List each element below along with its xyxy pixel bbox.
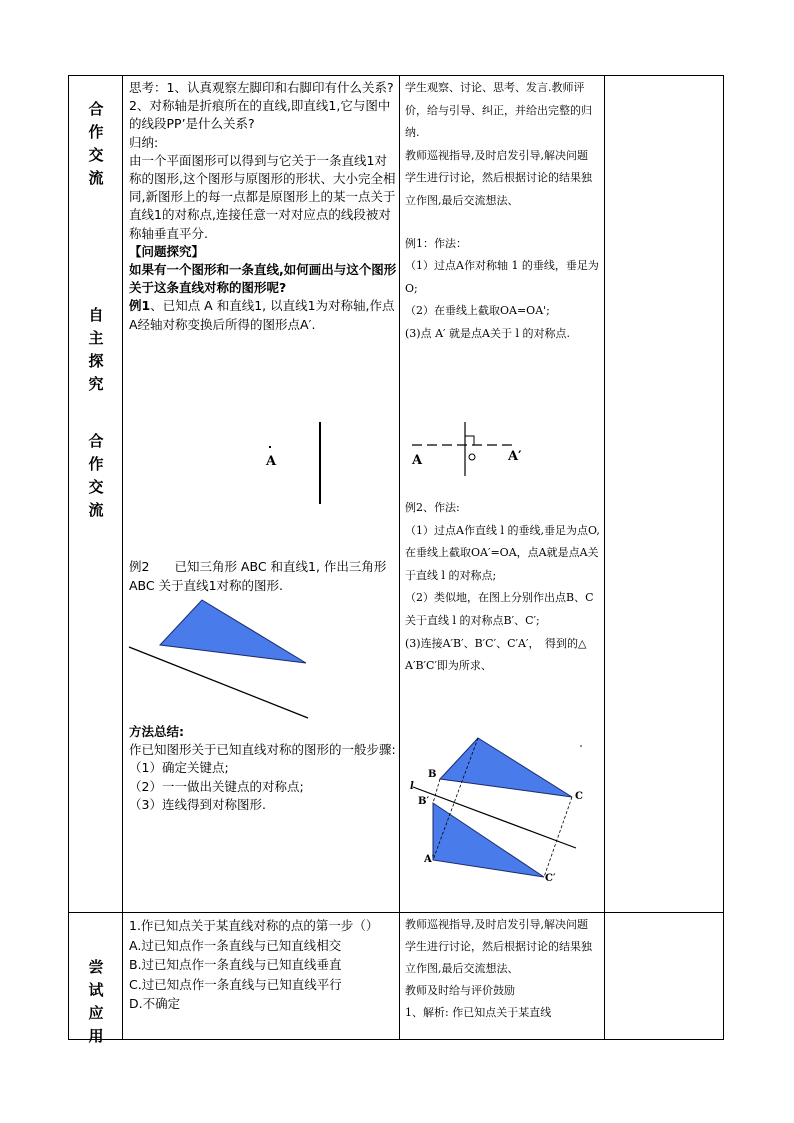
example-1-label: 例1 <box>129 298 151 314</box>
note-3: 学生进行讨论，然后根据讨论的结果独立作图,最后交流想法、 <box>405 171 592 207</box>
example-1-text <box>129 297 397 333</box>
ex2-method-title: 例2、作法: <box>405 501 460 514</box>
ex1-method-step-2: （2）在垂线上截取OA=OA'; <box>405 304 550 318</box>
table-bottom-border <box>68 1039 724 1040</box>
col-divider-2 <box>399 75 400 1040</box>
note-2: 教师巡视指导,及时启发引导,解决问题 <box>405 148 588 162</box>
stray-dot <box>580 745 582 747</box>
table-left-border <box>68 75 69 1040</box>
option-b: B.过已知点作一条直线与已知直线垂直 <box>129 957 342 972</box>
note-1: 学生观察、讨论、思考、发言.教师评价，给与引导、纠正，并给出完整的归纳. <box>405 81 592 140</box>
section-label-cooperate: 合作交流 <box>88 100 104 187</box>
example-2-block <box>129 557 397 595</box>
section-label-apply: 尝试应用 <box>88 958 104 1045</box>
row2-note-3: 教师及时给与评价鼓励 <box>405 984 515 997</box>
row2-note-2: 学生进行讨论，然后根据讨论的结果独立作图,最后交流想法、 <box>405 940 592 975</box>
table-top-border <box>68 75 724 76</box>
method-step-2: （2）一一做出关键点的对称点; <box>129 778 304 794</box>
problem-text: 如果有一个图形和一条直线,如何画出与这个图形关于这条直线对称的图形呢? <box>129 262 397 296</box>
ex1-point-label: A <box>266 454 277 469</box>
ex1-solution-figure <box>410 418 550 478</box>
ex2-method <box>405 497 601 678</box>
think-question-1: 思考：1、认真观察左脚印和右脚印有什么关系? <box>129 80 394 95</box>
fig2-label-c-prime: C′ <box>545 873 556 884</box>
method-step-3: （3）连线得到对称图形. <box>129 796 266 812</box>
right-angle-mark <box>465 436 474 445</box>
summary-text: 由一个平面图形可以得到与它关于一条直线1对称的图形,这个图形与原图形的形状、大小完全相同,新图形上的每一点都是原图形上的某一点关于直线1的对称点,连接任意一对对应点的线段被对称轴垂直平分. <box>129 152 396 241</box>
fig2-label-l: l <box>410 781 414 792</box>
section-label-cooperate-2: 合作交流 <box>88 432 104 519</box>
ex1-axis-line <box>319 422 321 504</box>
exercise-block <box>129 916 397 1014</box>
row-divider <box>68 912 724 913</box>
ex2-solution-figure <box>405 730 600 890</box>
example-1-body: 、已知点 A 和直线1, 以直线1为对称轴,作点A经轴对称变换后所得的图形点A′. <box>129 298 395 332</box>
summary-label: 归纳: <box>129 134 159 150</box>
ex1-method-step-3: (3)点 A′ 就是点A关于 l 的对称点. <box>405 326 570 340</box>
ex1-method-title: 例1：作法： <box>405 236 467 250</box>
ex2-figure <box>125 592 397 724</box>
row2-note-1: 教师巡视指导,及时启发引导,解决问题 <box>405 918 588 931</box>
example-2-text: 例2 已知三角形 ABC 和直线1, 作出三角形 ABC 关于直线1对称的图形. <box>129 559 387 593</box>
ex2-method-step-2: （2）类似地，在图上分别作出点B、C关于直线 l 的对称点B′、C′; <box>405 591 594 627</box>
teacher-notes <box>405 77 601 346</box>
exercise-question-1: 1.作已知点关于某直线对称的点的第一步（） <box>129 918 379 933</box>
ex1-method-step-1: （1）过点A作对称轴 1 的垂线，垂足为O; <box>405 259 599 295</box>
ex1-point-dot <box>269 446 271 448</box>
col-divider-3 <box>604 75 605 1040</box>
fig1-label-a: A <box>412 453 423 468</box>
method-title: 方法总结: <box>129 724 184 739</box>
fig1-label-a-prime: A′ <box>508 449 522 464</box>
method-step-1: （1）确定关键点; <box>129 760 229 776</box>
option-d: D.不确定 <box>129 996 181 1011</box>
method-text: 作已知图形关于已知直线对称的图形的一般步骤: <box>129 742 396 758</box>
section-label-explore: 自主探究 <box>88 306 104 393</box>
fig2-label-c: C <box>575 791 583 802</box>
think-question-2: 2、对称轴是折痕所在的直线,即直线1,它与图中的线段PP’是什么关系? <box>129 98 391 132</box>
row2-teacher-notes <box>405 914 601 1024</box>
method-block <box>129 723 397 814</box>
col-divider-1 <box>122 75 123 1040</box>
problem-title: 【问题探究】 <box>129 243 205 259</box>
think-block <box>129 79 397 334</box>
triangle-abc-solution <box>440 738 572 797</box>
fig2-label-b: B <box>428 769 437 780</box>
connector-b <box>433 779 440 803</box>
table-right-border <box>723 75 724 1040</box>
point-o-mark <box>469 454 475 460</box>
triangle-abc <box>160 600 306 663</box>
ex2-method-step-1: （1）过点A作直线 l 的垂线,垂足为点O,在垂线上截取OA′=OA，点A就是点A关于直线 l 的对称点; <box>405 523 600 582</box>
ex2-method-step-3: (3)连接A′B′、B′C′、C′A′， 得到的△ A′B′C′即为所求、 <box>405 636 587 673</box>
fig2-label-b-prime: B′ <box>418 796 430 807</box>
fig2-label-a-prime: A′ <box>424 854 435 865</box>
row2-note-4: 1、解析: 作已知点关于某直线 <box>405 1006 552 1019</box>
option-a: A.过已知点作一条直线与已知直线相交 <box>129 937 342 953</box>
option-c: C.过已知点作一条直线与已知直线平行 <box>129 976 342 992</box>
